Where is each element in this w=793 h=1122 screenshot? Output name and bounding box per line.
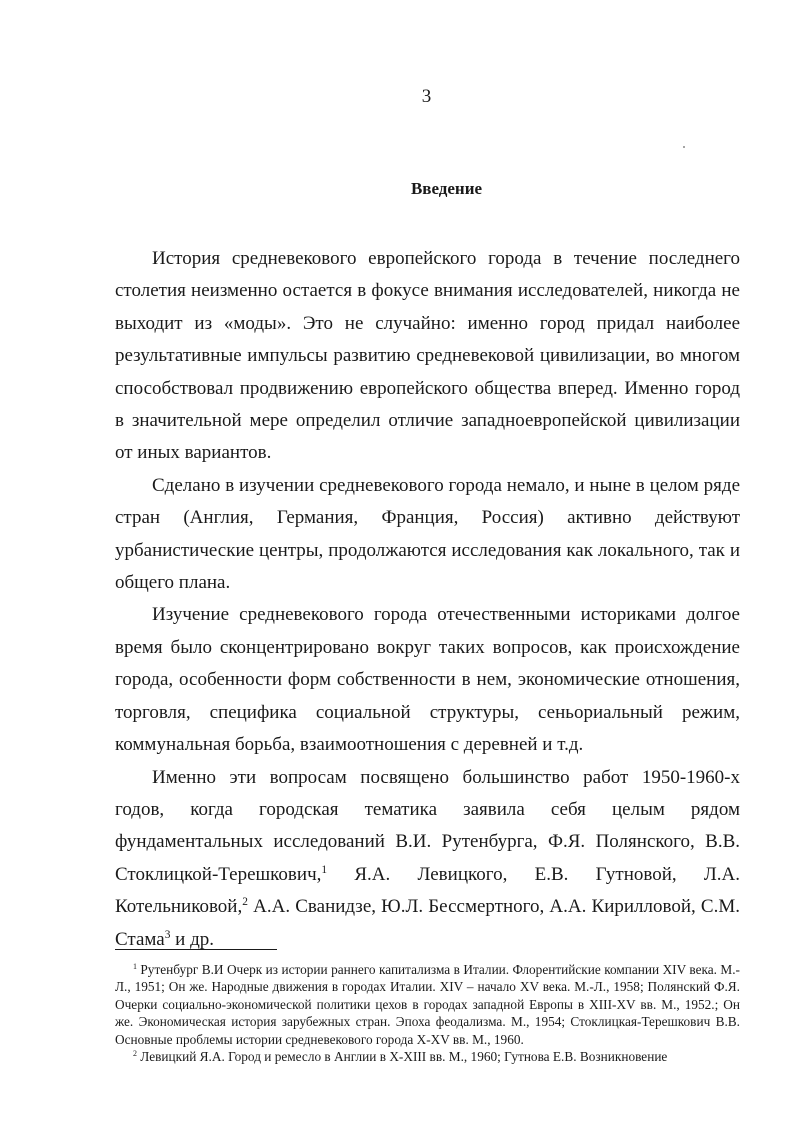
footnotes xyxy=(115,961,740,1065)
footnote-marker-1: 1 xyxy=(133,962,137,972)
paragraph-2: Сделано в изучении средневекового города немало, и ныне в целом ряде стран (Англия, Германия, Франция, Россия) активно действуют урбанистические центры, продолжаются исследования как локального, так и общего плана. xyxy=(115,474,740,594)
footnote-divider xyxy=(115,949,277,950)
paragraph-1: История средневекового европейского города в течение последнего столетия неизменно остается в фокусе внимания исследователей, никогда не выходит из «моды». Это не случайно: именно город придал наиболее результативные импульсы развитию средневековой цивилизации, во многом способствовал продвижению европейского общества вперед. Именно город в значительной мере определил отличие западноевропейской цивилизации от иных вариантов. xyxy=(115,248,740,464)
footnote-2 xyxy=(115,1048,740,1065)
section-heading: Введение xyxy=(410,179,483,198)
footnote-text-2: Левицкий Я.А. Город и ремесло в Англии в X-XIII вв. М., 1960; Гутнова Е.В. Возникновение xyxy=(136,1049,668,1065)
body-text xyxy=(115,243,740,956)
paragraph-4 xyxy=(115,762,740,956)
footnote-ref-3[interactable]: 3 xyxy=(164,928,171,941)
paragraph-3: Изучение средневекового города отечественными историками долгое время было сконцентрировано вокруг таких вопросов, как происхождение города, особенности форм собственности в нем, экономические отношения, торговля, специфика социальной структуры, сеньориальный режим, коммунальная борьба, взаимоотношения с деревней и т.д. xyxy=(115,604,740,756)
paragraph-4-text-b: Я.А. Левицкого, Е.В. Гутновой, Л.А. Котельниковой, xyxy=(115,863,740,918)
footnote-ref-2[interactable]: 2 xyxy=(242,896,248,909)
scan-speck xyxy=(683,146,685,148)
paragraph-4-text-c: А.А. Сванидзе, Ю.Л. Бессмертного, А.А. Кирилловой, С.М. Стама xyxy=(115,896,740,950)
footnote-ref-1[interactable]: 1 xyxy=(321,863,328,876)
footnote-marker-2: 2 xyxy=(133,1049,137,1059)
footnote-1 xyxy=(115,961,740,1048)
footnote-text-1: Рутенбург В.И Очерк из истории раннего капитализма в Италии. Флорентийские компании XIV века. М.-Л., 1951; Он же. Народные движения в городах Италии. XIV – начало XV века. М.-Л., 1958; Полянский Ф.Я. Очерки социально-экономической политики цехов в городах западной Европы в XIII-XV вв. М., 1952.; Он же. Экономическая история зарубежных стран. Эпоха феодализма. М., 1954; Стоклицкая-Терешкович В.В. Основные проблемы истории средневекового города X-XV вв. М., 1960. xyxy=(115,962,740,1047)
page-number: 3 xyxy=(421,86,432,107)
paragraph-4-text-d: и др. xyxy=(170,928,215,950)
paragraph-4-text-a: Именно эти вопросам посвящено большинство работ 1950-1960-х годов, когда городская тематика заявила себя целым рядом фундаментальных исследований В.И. Рутенбурга, Ф.Я. Полянского, В.В. Стоклицкой-Терешкович, xyxy=(115,766,740,885)
